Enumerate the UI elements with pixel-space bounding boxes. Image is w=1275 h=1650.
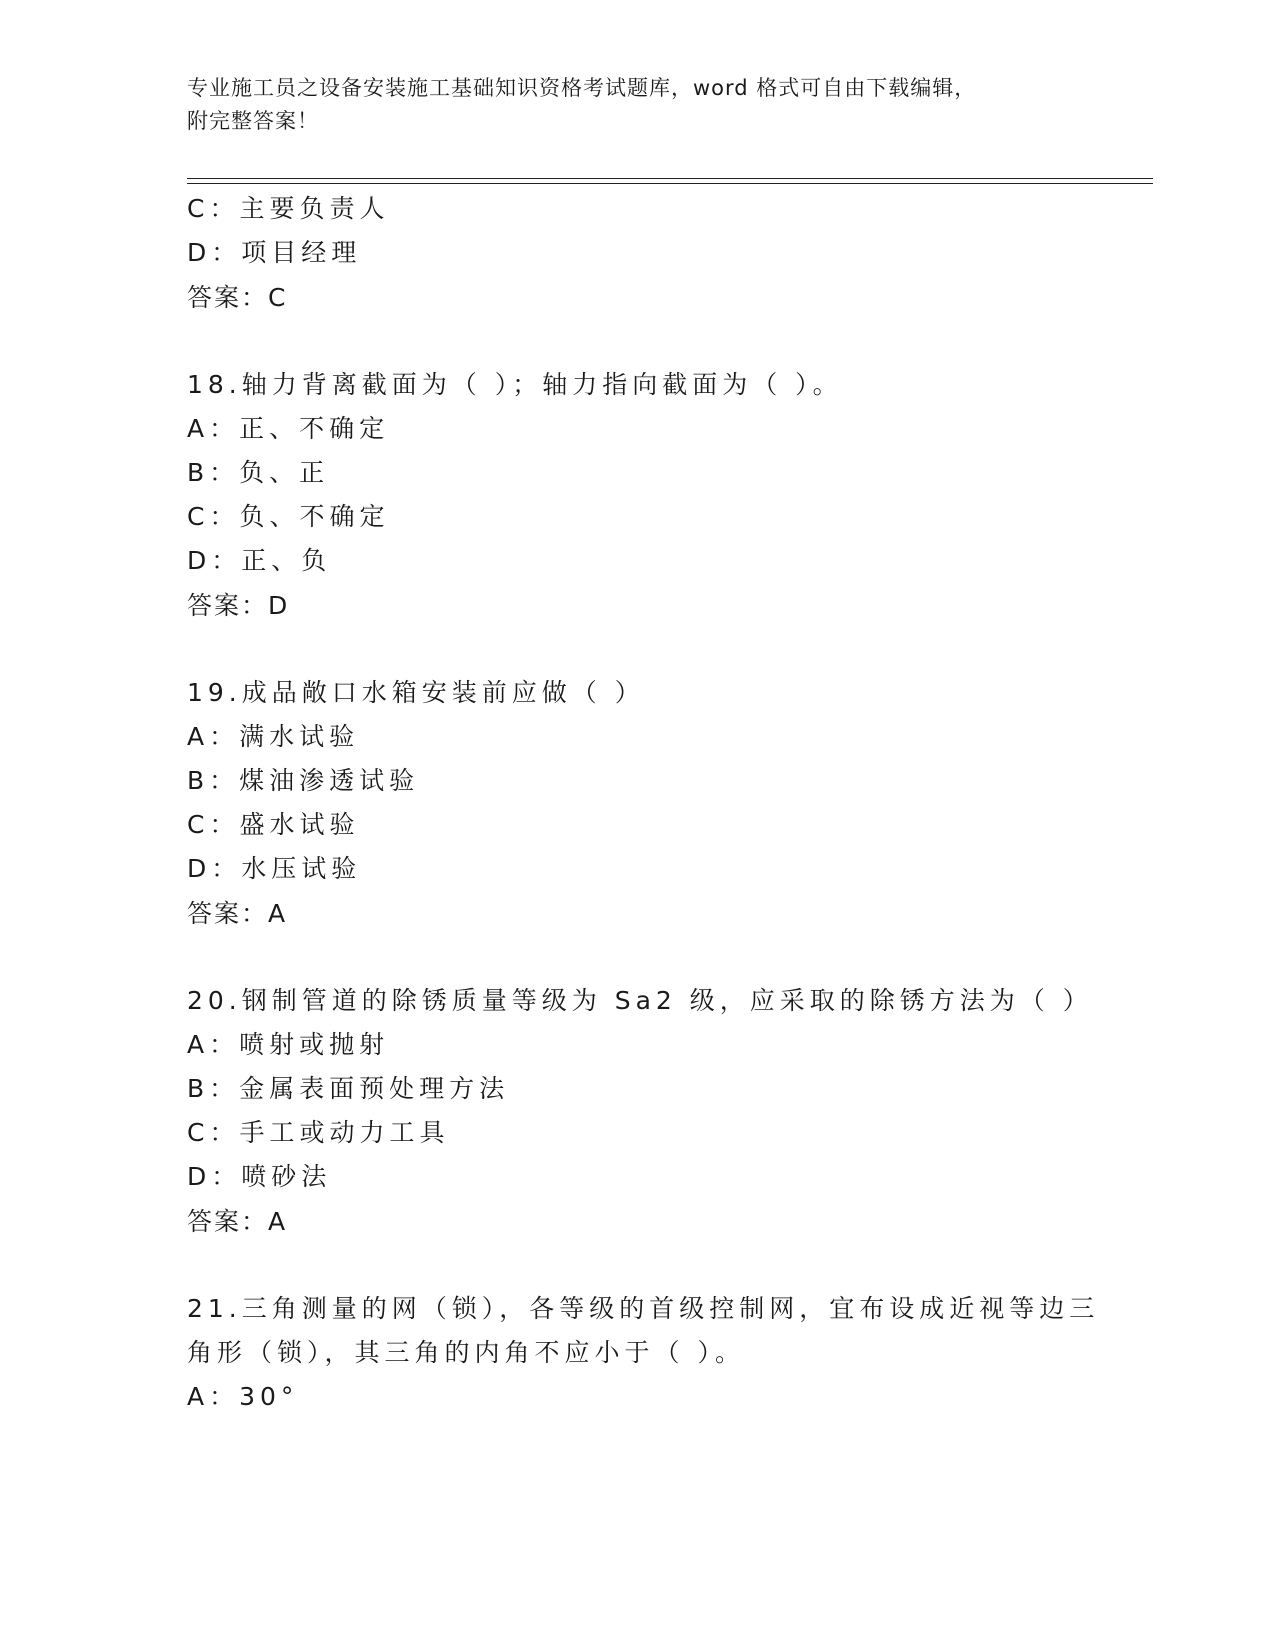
header-line-2: 附完整答案！ xyxy=(187,109,319,133)
question-20: 20.钢制管道的除锈质量等级为 Sa2 级，应采取的除锈方法为（ ） xyxy=(187,986,1093,1015)
option-c: C：手工或动力工具 xyxy=(187,1118,450,1147)
header-line-1: 专业施工员之设备安装施工基础知识资格考试题库，word 格式可自由下载编辑， xyxy=(187,76,977,100)
option-d: D：喷砂法 xyxy=(187,1162,332,1191)
question-19: 19.成品敞口水箱安装前应做（ ） xyxy=(187,678,645,707)
answer: 答案：D xyxy=(187,591,290,620)
answer: 答案：A xyxy=(187,1207,288,1236)
option-c: C：盛水试验 xyxy=(187,810,360,839)
option-c: C：主要负责人 xyxy=(187,194,390,223)
option-a: A：喷射或抛射 xyxy=(187,1030,390,1059)
question-21-line-1: 21.三角测量的网（锁），各等级的首级控制网，宜布设成近视等边三 xyxy=(187,1294,1100,1323)
document-header xyxy=(187,72,1087,138)
option-b: B：负、正 xyxy=(187,458,330,487)
option-a: A：30° xyxy=(187,1382,299,1411)
header-divider-top xyxy=(187,178,1153,179)
header-divider-bottom xyxy=(187,183,1153,184)
option-d: D：正、负 xyxy=(187,546,332,575)
option-c: C：负、不确定 xyxy=(187,502,390,531)
option-d: D：水压试验 xyxy=(187,854,362,883)
option-b: B：煤油渗透试验 xyxy=(187,766,420,795)
option-b: B：金属表面预处理方法 xyxy=(187,1074,510,1103)
option-a: A：正、不确定 xyxy=(187,414,390,443)
answer: 答案：A xyxy=(187,899,288,928)
option-a: A：满水试验 xyxy=(187,722,360,751)
answer: 答案：C xyxy=(187,283,288,312)
question-18: 18.轴力背离截面为（ ）；轴力指向截面为（ ）。 xyxy=(187,370,843,399)
question-21-line-2: 角形（锁），其三角的内角不应小于（ ）。 xyxy=(187,1338,745,1367)
option-d: D：项目经理 xyxy=(187,238,362,267)
